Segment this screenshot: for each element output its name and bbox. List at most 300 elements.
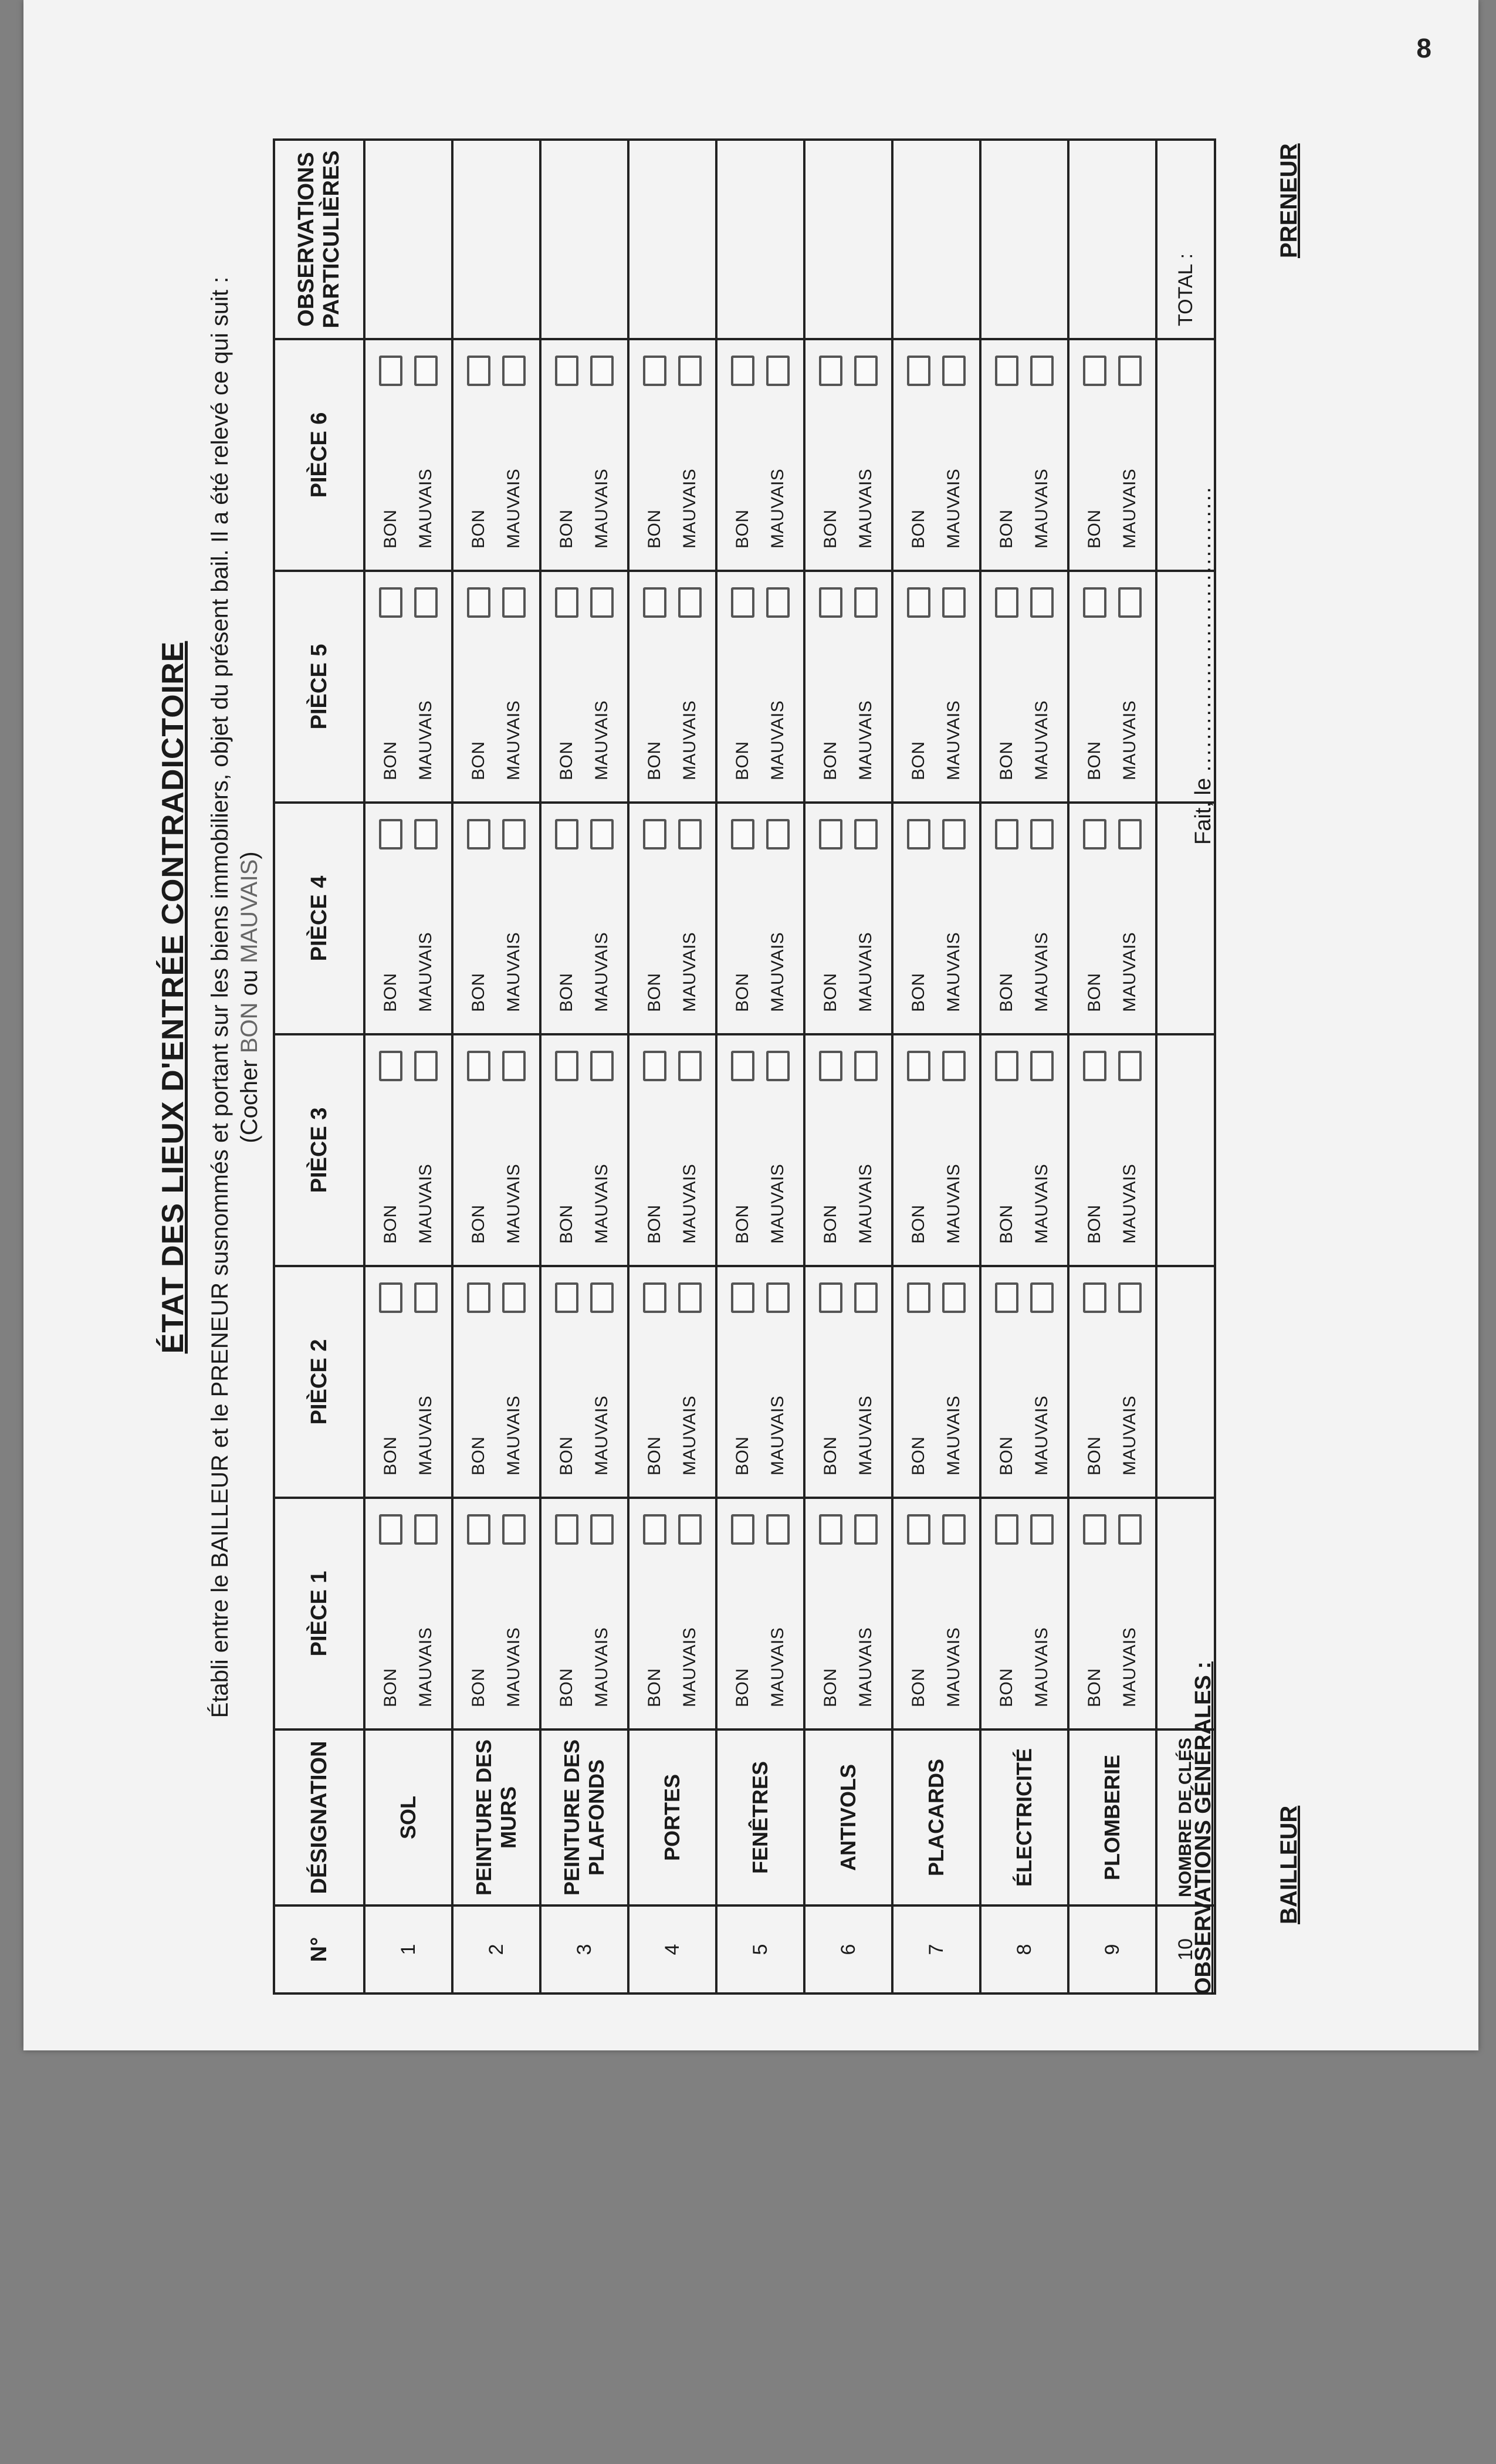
option-mauvais [678, 1267, 702, 1497]
option-bon [643, 1267, 666, 1497]
option-bon-label: BON [733, 1436, 752, 1475]
option-bon-label: BON [821, 509, 840, 549]
checkbox-bon[interactable] [995, 587, 1018, 618]
option-mauvais-label: MAUVAIS [768, 932, 787, 1012]
checkbox-bon[interactable] [907, 1051, 930, 1081]
checkbox-bon[interactable] [467, 1282, 490, 1313]
checkbox-mauvais[interactable] [502, 1051, 526, 1081]
table-row [1068, 140, 1156, 1993]
option-mauvais-label: MAUVAIS [416, 1163, 435, 1244]
option-mauvais-label: MAUVAIS [1120, 468, 1139, 549]
option-mauvais-label: MAUVAIS [504, 1627, 523, 1707]
intro-ou: ou [236, 963, 262, 1003]
option-mauvais [1118, 340, 1142, 570]
checkbox-mauvais[interactable] [766, 1282, 790, 1313]
piece-4-cell [452, 803, 540, 1034]
intro-line-1: Établi entre le BAILLEUR et le PRENEUR susnommés et portant sur les biens immobiliers, objet du présent bail. Il a été relevé ce qui suit : [207, 276, 233, 1718]
piece-1-cell [892, 1498, 980, 1729]
piece-6-cell [1068, 339, 1156, 571]
header-piece-3: PIÈCE 3 [274, 1034, 364, 1266]
piece-2-cell [452, 1266, 540, 1498]
option-mauvais [942, 1267, 966, 1497]
observations-cell[interactable] [628, 140, 716, 339]
checkbox-mauvais[interactable] [414, 356, 438, 386]
option-bon-label: BON [469, 509, 488, 549]
condition-options [819, 1499, 878, 1728]
piece-4-cell [716, 803, 804, 1034]
checkbox-mauvais[interactable] [502, 356, 526, 386]
checkbox-bon[interactable] [819, 1514, 842, 1545]
checkbox-mauvais[interactable] [1030, 1051, 1054, 1081]
piece-5-cell [980, 571, 1068, 803]
checkbox-bon[interactable] [995, 1282, 1018, 1313]
checkbox-mauvais[interactable] [766, 587, 790, 618]
condition-options [643, 340, 702, 570]
option-bon [907, 340, 930, 570]
option-mauvais [942, 572, 966, 801]
option-mauvais [678, 804, 702, 1033]
condition-options [995, 1267, 1054, 1497]
option-bon-label: BON [821, 1436, 840, 1475]
checkbox-mauvais[interactable] [854, 587, 878, 618]
option-bon-label: BON [469, 741, 488, 780]
checkbox-mauvais[interactable] [1030, 819, 1054, 849]
condition-options [907, 804, 966, 1033]
option-mauvais [590, 1035, 614, 1265]
checkbox-mauvais[interactable] [678, 1282, 702, 1313]
option-mauvais [854, 340, 878, 570]
checkbox-bon[interactable] [731, 819, 754, 849]
option-mauvais [766, 804, 790, 1033]
checkbox-mauvais[interactable] [1118, 356, 1142, 386]
checkbox-mauvais[interactable] [502, 587, 526, 618]
observations-cell[interactable] [1068, 140, 1156, 339]
checkbox-bon[interactable] [819, 356, 842, 386]
checkbox-bon[interactable] [907, 819, 930, 849]
condition-options [731, 1499, 790, 1728]
checkbox-bon[interactable] [1083, 1514, 1106, 1545]
checkbox-mauvais[interactable] [1030, 1514, 1054, 1545]
checkbox-mauvais[interactable] [854, 1282, 878, 1313]
condition-options [995, 1499, 1054, 1728]
checkbox-bon[interactable] [555, 1051, 578, 1081]
option-mauvais-label: MAUVAIS [856, 468, 875, 549]
option-bon-label: BON [821, 1204, 840, 1244]
checkbox-bon[interactable] [1083, 1282, 1106, 1313]
option-bon [995, 1035, 1018, 1265]
condition-options [995, 804, 1054, 1033]
checkbox-bon[interactable] [731, 1051, 754, 1081]
condition-options [1083, 572, 1142, 801]
condition-options [1083, 1267, 1142, 1497]
checkbox-mauvais[interactable] [414, 1282, 438, 1313]
option-bon-label: BON [645, 1436, 664, 1475]
option-bon-label: BON [997, 741, 1016, 780]
piece-1-cell [364, 1498, 452, 1729]
option-bon-label: BON [1085, 1668, 1104, 1707]
checkbox-bon[interactable] [643, 819, 666, 849]
option-mauvais [766, 1499, 790, 1728]
option-bon-label: BON [469, 1204, 488, 1244]
row-designation: ANTIVOLS [804, 1729, 892, 1905]
option-mauvais [1118, 1267, 1142, 1497]
checkbox-mauvais[interactable] [502, 819, 526, 849]
fait-le-label: Fait, le [1191, 771, 1216, 845]
checkbox-bon[interactable] [1083, 587, 1106, 618]
option-mauvais-label: MAUVAIS [944, 1163, 963, 1244]
condition-options [731, 804, 790, 1033]
checkbox-mauvais[interactable] [590, 1282, 614, 1313]
checkbox-mauvais[interactable] [766, 1514, 790, 1545]
option-mauvais-label: MAUVAIS [856, 1163, 875, 1244]
checkbox-bon[interactable] [643, 587, 666, 618]
row-designation: NOMBRE DE CLÉS [1156, 1729, 1215, 1905]
option-mauvais [590, 1267, 614, 1497]
option-mauvais-label: MAUVAIS [1120, 932, 1139, 1012]
row-designation: ÉLECTRICITÉ [980, 1729, 1068, 1905]
option-bon [819, 1267, 842, 1497]
checkbox-bon[interactable] [379, 1282, 402, 1313]
piece-2-cell [364, 1266, 452, 1498]
checkbox-bon[interactable] [555, 1282, 578, 1313]
checkbox-bon[interactable] [907, 356, 930, 386]
piece-3-cell [452, 1034, 540, 1266]
checkbox-bon[interactable] [467, 587, 490, 618]
piece-4-cell [980, 803, 1068, 1034]
checkbox-bon[interactable] [379, 1051, 402, 1081]
condition-options [643, 1035, 702, 1265]
option-mauvais-label: MAUVAIS [592, 468, 611, 549]
option-bon [1083, 1035, 1106, 1265]
condition-options [379, 572, 438, 801]
checkbox-mauvais[interactable] [1030, 587, 1054, 618]
option-mauvais-label: MAUVAIS [1032, 1163, 1051, 1244]
checkbox-bon[interactable] [731, 1282, 754, 1313]
option-mauvais [678, 1035, 702, 1265]
observations-cell[interactable] [892, 140, 980, 339]
checkbox-mauvais[interactable] [1030, 1282, 1054, 1313]
option-bon-label: BON [557, 973, 576, 1012]
option-bon [467, 1267, 490, 1497]
header-observations: OBSERVATIONS PARTICULIÈRES [274, 140, 364, 339]
option-mauvais [502, 804, 526, 1033]
checkbox-bon[interactable] [467, 819, 490, 849]
checkbox-bon[interactable] [995, 356, 1018, 386]
option-bon [907, 572, 930, 801]
checkbox-mauvais[interactable] [590, 819, 614, 849]
checkbox-mauvais[interactable] [502, 1514, 526, 1545]
checkbox-mauvais[interactable] [590, 1051, 614, 1081]
checkbox-bon[interactable] [731, 587, 754, 618]
rotated-form [111, 0, 1302, 1995]
page-number: 8 [1416, 33, 1431, 63]
keys-cell-2[interactable] [1156, 1266, 1215, 1498]
option-mauvais [1030, 572, 1054, 801]
checkbox-bon[interactable] [819, 1282, 842, 1313]
checkbox-bon[interactable] [379, 1514, 402, 1545]
option-bon [555, 572, 578, 801]
checkbox-bon[interactable] [819, 587, 842, 618]
option-bon-label: BON [381, 1668, 400, 1707]
option-mauvais-label: MAUVAIS [592, 1395, 611, 1475]
option-bon-label: BON [821, 973, 840, 1012]
checkbox-bon[interactable] [379, 819, 402, 849]
option-bon-label: BON [381, 509, 400, 549]
option-bon [731, 1267, 754, 1497]
piece-5-cell [716, 571, 804, 803]
option-mauvais [678, 572, 702, 801]
checkbox-mauvais[interactable] [502, 1282, 526, 1313]
condition-options [643, 1267, 702, 1497]
condition-options [995, 572, 1054, 801]
option-mauvais-label: MAUVAIS [944, 932, 963, 1012]
checkbox-bon[interactable] [1083, 819, 1106, 849]
checkbox-mauvais[interactable] [414, 1051, 438, 1081]
intro-prefix: (Cocher [236, 1053, 262, 1143]
row-number: 5 [716, 1905, 804, 1993]
option-mauvais-label: MAUVAIS [504, 932, 523, 1012]
condition-options [379, 340, 438, 570]
bailleur-signature-label: BAILLEUR [1276, 1805, 1302, 1924]
condition-options [467, 1267, 526, 1497]
observations-cell[interactable] [980, 140, 1068, 339]
checkbox-bon[interactable] [555, 587, 578, 618]
piece-6-cell [980, 339, 1068, 571]
checkbox-bon[interactable] [643, 1514, 666, 1545]
option-mauvais-label: MAUVAIS [1032, 1395, 1051, 1475]
observations-cell[interactable] [364, 140, 452, 339]
checkbox-mauvais[interactable] [414, 819, 438, 849]
option-bon-label: BON [997, 509, 1016, 549]
header-designation: DÉSIGNATION [274, 1729, 364, 1905]
checkbox-mauvais[interactable] [1118, 587, 1142, 618]
checkbox-mauvais[interactable] [854, 819, 878, 849]
row-designation: PLOMBERIE [1068, 1729, 1156, 1905]
option-mauvais-label: MAUVAIS [1032, 1627, 1051, 1707]
checkbox-mauvais[interactable] [1118, 1051, 1142, 1081]
checkbox-mauvais[interactable] [854, 1514, 878, 1545]
checkbox-bon[interactable] [555, 819, 578, 849]
condition-options [555, 1499, 614, 1728]
option-mauvais-label: MAUVAIS [592, 1163, 611, 1244]
header-piece-5: PIÈCE 5 [274, 571, 364, 803]
piece-3-cell [716, 1034, 804, 1266]
option-bon [643, 804, 666, 1033]
checkbox-mauvais[interactable] [1118, 1514, 1142, 1545]
checkbox-bon[interactable] [995, 819, 1018, 849]
table-row [892, 140, 980, 1993]
piece-6-cell [628, 339, 716, 571]
checkbox-bon[interactable] [379, 587, 402, 618]
checkbox-mauvais[interactable] [678, 356, 702, 386]
piece-6-cell [892, 339, 980, 571]
header-piece-4: PIÈCE 4 [274, 803, 364, 1034]
checkbox-bon[interactable] [555, 356, 578, 386]
checkbox-bon[interactable] [643, 1051, 666, 1081]
option-mauvais-label: MAUVAIS [416, 468, 435, 549]
option-mauvais-label: MAUVAIS [592, 700, 611, 780]
checkbox-mauvais[interactable] [854, 356, 878, 386]
checkbox-mauvais[interactable] [590, 1514, 614, 1545]
observations-cell[interactable] [716, 140, 804, 339]
piece-3-cell [804, 1034, 892, 1266]
piece-3-cell [364, 1034, 452, 1266]
option-bon-label: BON [381, 1204, 400, 1244]
checkbox-mauvais[interactable] [678, 1514, 702, 1545]
piece-6-cell [452, 339, 540, 571]
fait-le-line [1191, 485, 1216, 845]
checkbox-bon[interactable] [819, 819, 842, 849]
condition-options [907, 1035, 966, 1265]
checkbox-mauvais[interactable] [414, 1514, 438, 1545]
option-mauvais-label: MAUVAIS [1032, 932, 1051, 1012]
checkbox-mauvais[interactable] [1118, 1282, 1142, 1313]
option-mauvais [414, 572, 438, 801]
option-mauvais [854, 1499, 878, 1728]
option-bon [379, 1499, 402, 1728]
option-mauvais [766, 340, 790, 570]
condition-options [643, 1499, 702, 1728]
option-mauvais-label: MAUVAIS [680, 932, 699, 1012]
checkbox-bon[interactable] [731, 1514, 754, 1545]
piece-5-cell [892, 571, 980, 803]
piece-1-cell [980, 1498, 1068, 1729]
piece-3-cell [628, 1034, 716, 1266]
checkbox-bon[interactable] [379, 356, 402, 386]
observations-cell[interactable] [804, 140, 892, 339]
option-mauvais [678, 1499, 702, 1728]
checkbox-mauvais[interactable] [766, 1051, 790, 1081]
checkbox-mauvais[interactable] [678, 819, 702, 849]
option-bon-label: BON [557, 1204, 576, 1244]
checkbox-bon[interactable] [907, 587, 930, 618]
condition-options [643, 572, 702, 801]
piece-6-cell [540, 339, 628, 571]
condition-options [731, 1035, 790, 1265]
checkbox-bon[interactable] [907, 1282, 930, 1313]
option-bon-label: BON [1085, 1204, 1104, 1244]
condition-options [555, 340, 614, 570]
row-number: 6 [804, 1905, 892, 1993]
piece-6-cell [716, 339, 804, 571]
header-piece-2: PIÈCE 2 [274, 1266, 364, 1498]
row-designation: PEINTURE DES PLAFONDS [540, 1729, 628, 1905]
row-number: 8 [980, 1905, 1068, 1993]
option-mauvais [766, 1035, 790, 1265]
checkbox-bon[interactable] [995, 1514, 1018, 1545]
table-row [364, 140, 452, 1993]
option-mauvais [766, 572, 790, 801]
checkbox-bon[interactable] [643, 356, 666, 386]
document-page [23, 0, 1478, 2050]
option-bon-label: BON [1085, 973, 1104, 1012]
checkbox-bon[interactable] [731, 356, 754, 386]
checkbox-mauvais[interactable] [942, 356, 966, 386]
keys-cell-3[interactable] [1156, 1034, 1215, 1266]
checkbox-bon[interactable] [1083, 1051, 1106, 1081]
piece-2-cell [716, 1266, 804, 1498]
checkbox-mauvais[interactable] [854, 1051, 878, 1081]
option-bon [643, 1499, 666, 1728]
fait-le-dots: .................................... [1191, 485, 1216, 772]
checkbox-mauvais[interactable] [942, 819, 966, 849]
checkbox-bon[interactable] [555, 1514, 578, 1545]
option-bon-label: BON [469, 1436, 488, 1475]
condition-options [995, 1035, 1054, 1265]
option-bon [731, 804, 754, 1033]
checkbox-mauvais[interactable] [766, 819, 790, 849]
option-bon [995, 1267, 1018, 1497]
piece-3-cell [1068, 1034, 1156, 1266]
piece-3-cell [980, 1034, 1068, 1266]
option-bon [907, 1499, 930, 1728]
condition-options [643, 804, 702, 1033]
option-mauvais-label: MAUVAIS [504, 700, 523, 780]
checkbox-bon[interactable] [467, 1051, 490, 1081]
option-mauvais [1030, 340, 1054, 570]
checkbox-mauvais[interactable] [678, 1051, 702, 1081]
checkbox-mauvais[interactable] [590, 587, 614, 618]
option-mauvais-label: MAUVAIS [1032, 700, 1051, 780]
option-mauvais [942, 340, 966, 570]
condition-options [1083, 1499, 1142, 1728]
option-mauvais-label: MAUVAIS [504, 1163, 523, 1244]
condition-options [467, 340, 526, 570]
checkbox-bon[interactable] [907, 1514, 930, 1545]
checkbox-mauvais[interactable] [1030, 356, 1054, 386]
option-bon [995, 1499, 1018, 1728]
observations-cell[interactable] [540, 140, 628, 339]
option-bon-label: BON [733, 509, 752, 549]
option-bon [555, 1499, 578, 1728]
option-bon-label: BON [645, 1668, 664, 1707]
checkbox-mauvais[interactable] [942, 1514, 966, 1545]
row-designation: FENÊTRES [716, 1729, 804, 1905]
checkbox-mauvais[interactable] [678, 587, 702, 618]
piece-5-cell [452, 571, 540, 803]
row-designation: PEINTURE DES MURS [452, 1729, 540, 1905]
checkbox-bon[interactable] [467, 1514, 490, 1545]
option-mauvais [1030, 804, 1054, 1033]
option-bon [995, 572, 1018, 801]
checkbox-mauvais[interactable] [590, 356, 614, 386]
checkbox-mauvais[interactable] [766, 356, 790, 386]
checkbox-mauvais[interactable] [414, 587, 438, 618]
option-mauvais [1030, 1267, 1054, 1497]
condition-options [555, 572, 614, 801]
option-mauvais-label: MAUVAIS [768, 468, 787, 549]
checkbox-mauvais[interactable] [942, 1282, 966, 1313]
header-piece-1: PIÈCE 1 [274, 1498, 364, 1729]
checkbox-bon[interactable] [819, 1051, 842, 1081]
checkbox-bon[interactable] [467, 356, 490, 386]
option-bon-label: BON [909, 1668, 928, 1707]
table-header-row [274, 140, 364, 1993]
checkbox-bon[interactable] [643, 1282, 666, 1313]
option-bon [379, 804, 402, 1033]
piece-1-cell [804, 1498, 892, 1729]
piece-4-cell [364, 803, 452, 1034]
checkbox-bon[interactable] [995, 1051, 1018, 1081]
checkbox-mauvais[interactable] [942, 1051, 966, 1081]
option-mauvais [414, 1267, 438, 1497]
row-number: 4 [628, 1905, 716, 1993]
observations-cell[interactable] [452, 140, 540, 339]
checkbox-bon[interactable] [1083, 356, 1106, 386]
checkbox-mauvais[interactable] [1118, 819, 1142, 849]
option-mauvais-label: MAUVAIS [416, 1627, 435, 1707]
checkbox-mauvais[interactable] [942, 587, 966, 618]
